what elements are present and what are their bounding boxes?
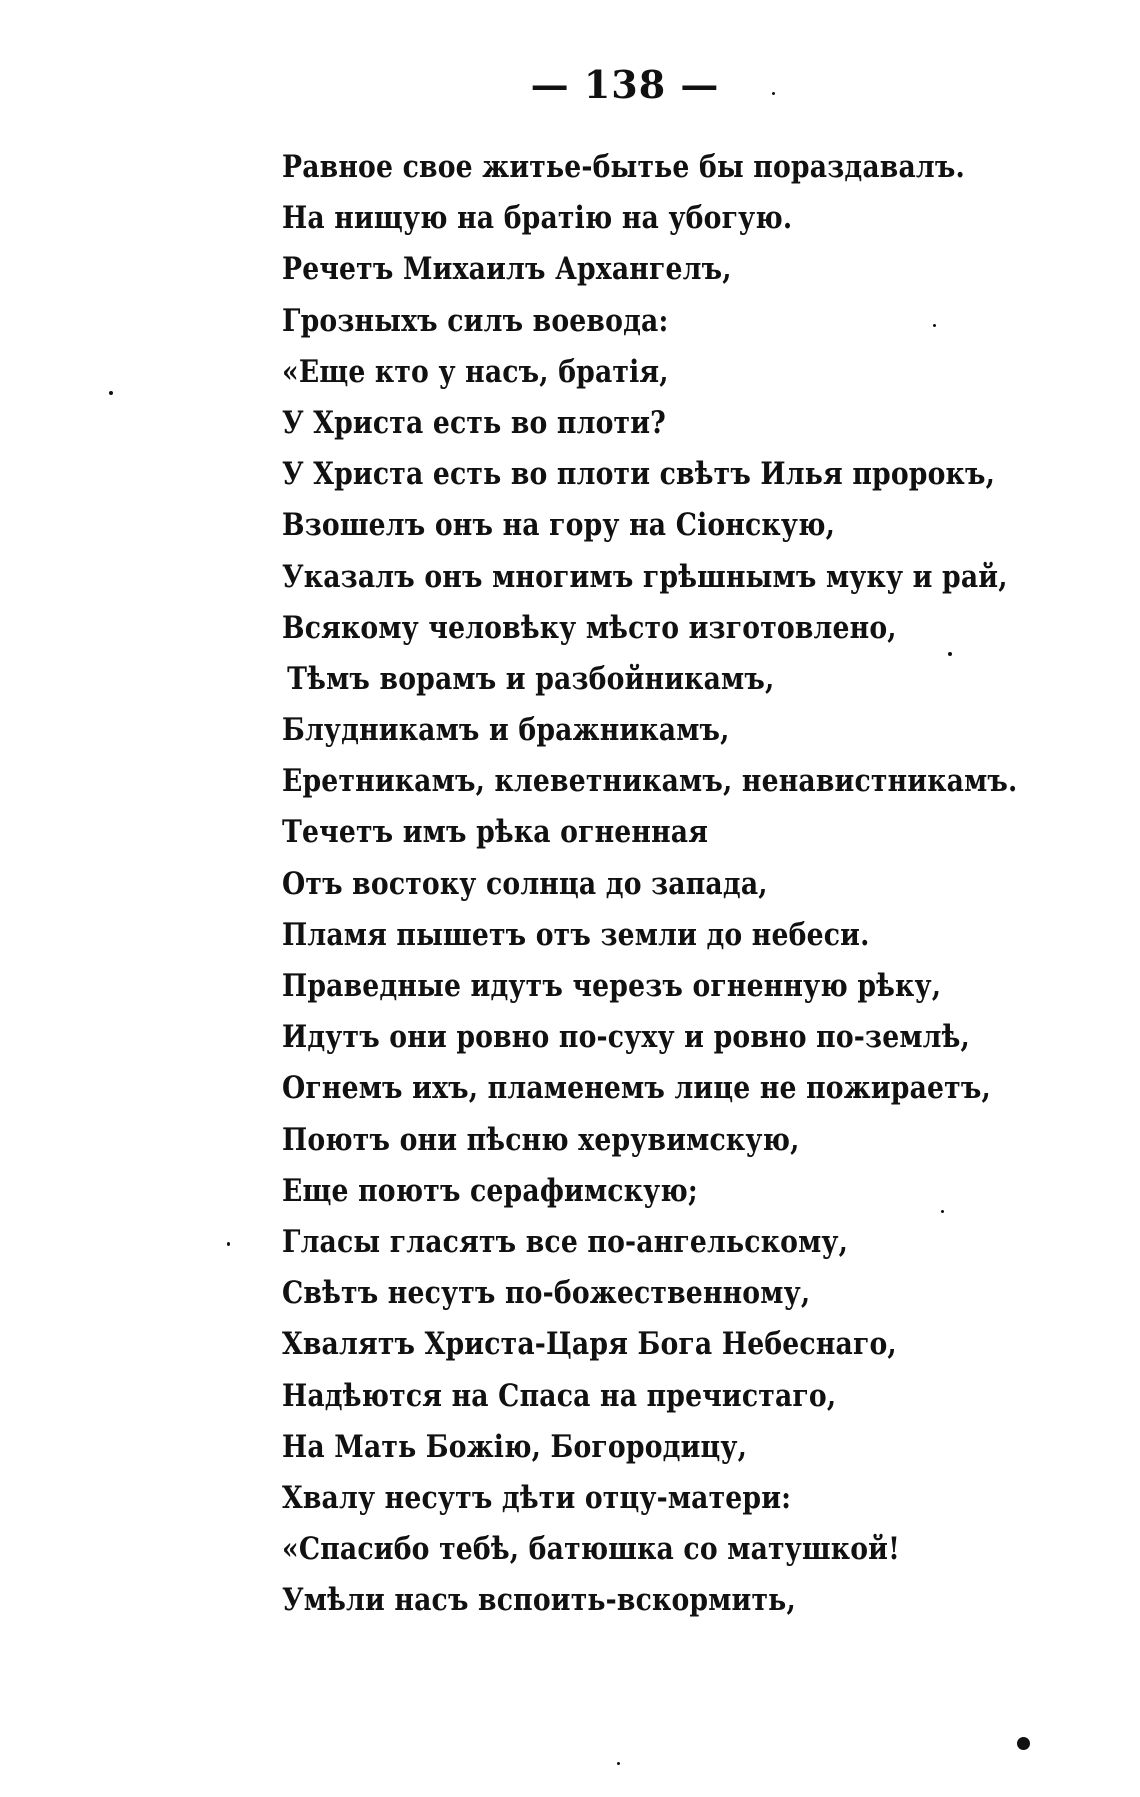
- verse-line: Блудникамъ и бражникамъ,: [282, 712, 730, 749]
- verse-line: Идутъ они ровно по-суху и ровно по-землѣ,: [282, 1019, 971, 1056]
- verse-line: Указалъ онъ многимъ грѣшнымъ муку и рай,: [282, 558, 1008, 595]
- verse-line: «Спасибо тебѣ, батюшка со матушкой!: [282, 1531, 900, 1568]
- verse-line: Хвалу несутъ дѣти отцу-матери:: [282, 1479, 792, 1516]
- verse-line: Праведные идутъ черезъ огненную рѣку,: [282, 968, 942, 1004]
- verse-line: Пламя пышетъ отъ земли до небеси.: [282, 916, 870, 953]
- verse-line: У Христа есть во плоти?: [282, 404, 666, 441]
- verse-line: Еще поютъ серафимскую;: [282, 1172, 698, 1209]
- verse-line: Течетъ имъ рѣка огненная: [282, 814, 709, 851]
- scan-speck: [617, 1762, 620, 1765]
- verse-line: Тѣмъ ворамъ и разбойникамъ,: [287, 660, 775, 697]
- verse-line: Гласы гласятъ все по-ангельскому,: [282, 1223, 849, 1260]
- scan-speck: [109, 391, 113, 395]
- verse-line: Огнемъ ихъ, пламенемъ лице не пожираетъ,: [282, 1070, 991, 1107]
- verse-line: Отъ востоку солнца до запада,: [282, 865, 768, 902]
- scan-speck: [941, 1210, 944, 1213]
- scan-speck: [772, 92, 775, 95]
- scan-speck: [227, 1242, 230, 1246]
- verse-line: Равное свое житье-бытье бы пораздавалъ.: [282, 149, 965, 185]
- verse-line: Всякому человѣку мѣсто изготовлено,: [282, 609, 897, 646]
- verse-line: У Христа есть во плоти свѣтъ Илья пророкъ,: [282, 456, 996, 493]
- scan-speck: [933, 324, 936, 327]
- scan-speck: [1017, 1737, 1030, 1750]
- verse-line: «Еще кто у насъ, братія,: [282, 353, 669, 390]
- verse-line: Еретникамъ, клеветникамъ, ненавистникамъ.: [282, 763, 1018, 800]
- verse-line: Речетъ Михаилъ Архангелъ,: [282, 251, 732, 288]
- verse-line: На Мать Божію, Богородицу,: [282, 1428, 748, 1465]
- verse-line: Грозныхъ силъ воевода:: [282, 302, 669, 339]
- scan-speck: [948, 652, 952, 656]
- verse-text: [282, 142, 1042, 1626]
- verse-line: Взошелъ онъ на гору на Сіонскую,: [282, 507, 836, 544]
- verse-line: Свѣтъ несутъ по-божественному,: [282, 1275, 811, 1312]
- verse-line: На нищую на братію на убогую.: [282, 200, 793, 237]
- verse-line: Умѣли насъ вспоить-вскормить,: [282, 1582, 796, 1619]
- page-number: — 138 —: [530, 62, 720, 107]
- verse-line: Поютъ они пѣсню херувимскую,: [282, 1121, 800, 1158]
- verse-line: Надѣются на Спаса на пречистаго,: [282, 1377, 837, 1414]
- verse-line: Хвалятъ Христа-Царя Бога Небеснаго,: [282, 1326, 897, 1363]
